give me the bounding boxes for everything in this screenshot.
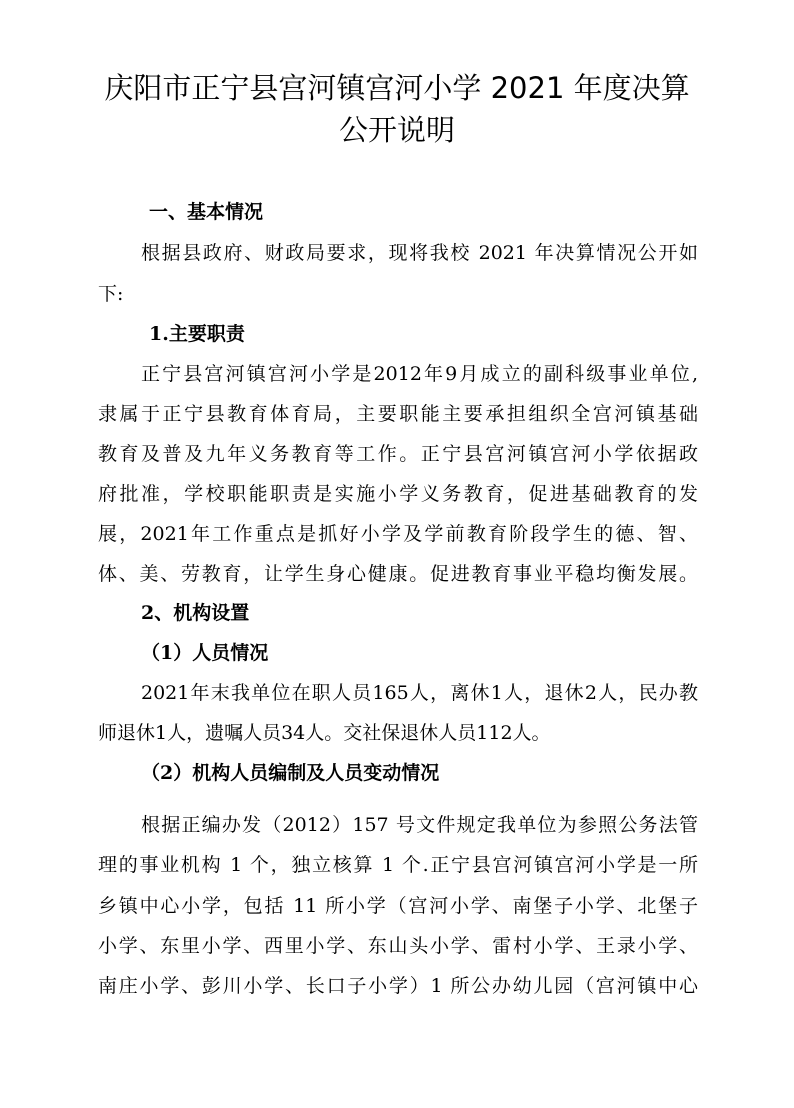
- document-title-line-1: 庆阳市正宁县宫河镇宫河小学 2021 年度决算: [104, 71, 690, 105]
- paragraph-line: 根据正编办发（2012）157 号文件规定我单位为参照公务法管: [141, 814, 698, 836]
- paragraph-line: 展，2021年工作重点是抓好小学及学前教育阶段学生的德、智、: [98, 523, 698, 545]
- paragraph-line: 南庄小学、彭川小学、长口子小学）1 所公办幼儿园（宫河镇中心: [98, 975, 698, 997]
- paragraph-line: 下:: [98, 283, 124, 305]
- document-title-line-2: 公开说明: [338, 113, 455, 147]
- paragraph-line: 根据县政府、财政局要求，现将我校 2021 年决算情况公开如: [141, 242, 698, 264]
- subsection-heading-organization: 2、机构设置: [141, 602, 250, 624]
- paragraph-line: 理的事业机构 1 个，独立核算 1 个.正宁县宫河镇宫河小学是一所: [98, 854, 698, 876]
- paragraph-line: 2021年末我单位在职人员165人，离休1人，退休2人，民办教: [141, 682, 698, 704]
- subsection-heading-duties: 1.主要职责: [149, 323, 245, 345]
- paragraph-line: 小学、东里小学、西里小学、东山头小学、雷村小学、王录小学、: [98, 935, 698, 957]
- paragraph-line: 师退休1人，遗嘱人员34人。交社保退休人员112人。: [98, 722, 551, 744]
- section-heading-basic: 一、基本情况: [149, 201, 264, 223]
- paragraph-line: 乡镇中心小学，包括 11 所小学（宫河小学、南堡子小学、北堡子: [98, 895, 698, 917]
- paragraph-line: 正宁县宫河镇宫河小学是2012年9月成立的副科级事业单位,: [141, 363, 698, 385]
- subsection-heading-staff: （1）人员情况: [141, 642, 269, 664]
- subsection-heading-org-staffing: （2）机构人员编制及人员变动情况: [141, 762, 440, 784]
- paragraph-line: 体、美、劳教育，让学生身心健康。促进教育事业平稳均衡发展。: [98, 563, 698, 585]
- paragraph-line: 隶属于正宁县教育体育局，主要职能主要承担组织全宫河镇基础: [98, 403, 698, 425]
- paragraph-line: 教育及普及九年义务教育等工作。正宁县宫河镇宫河小学依据政: [98, 443, 698, 465]
- paragraph-line: 府批准，学校职能职责是实施小学义务教育，促进基础教育的发: [98, 483, 698, 505]
